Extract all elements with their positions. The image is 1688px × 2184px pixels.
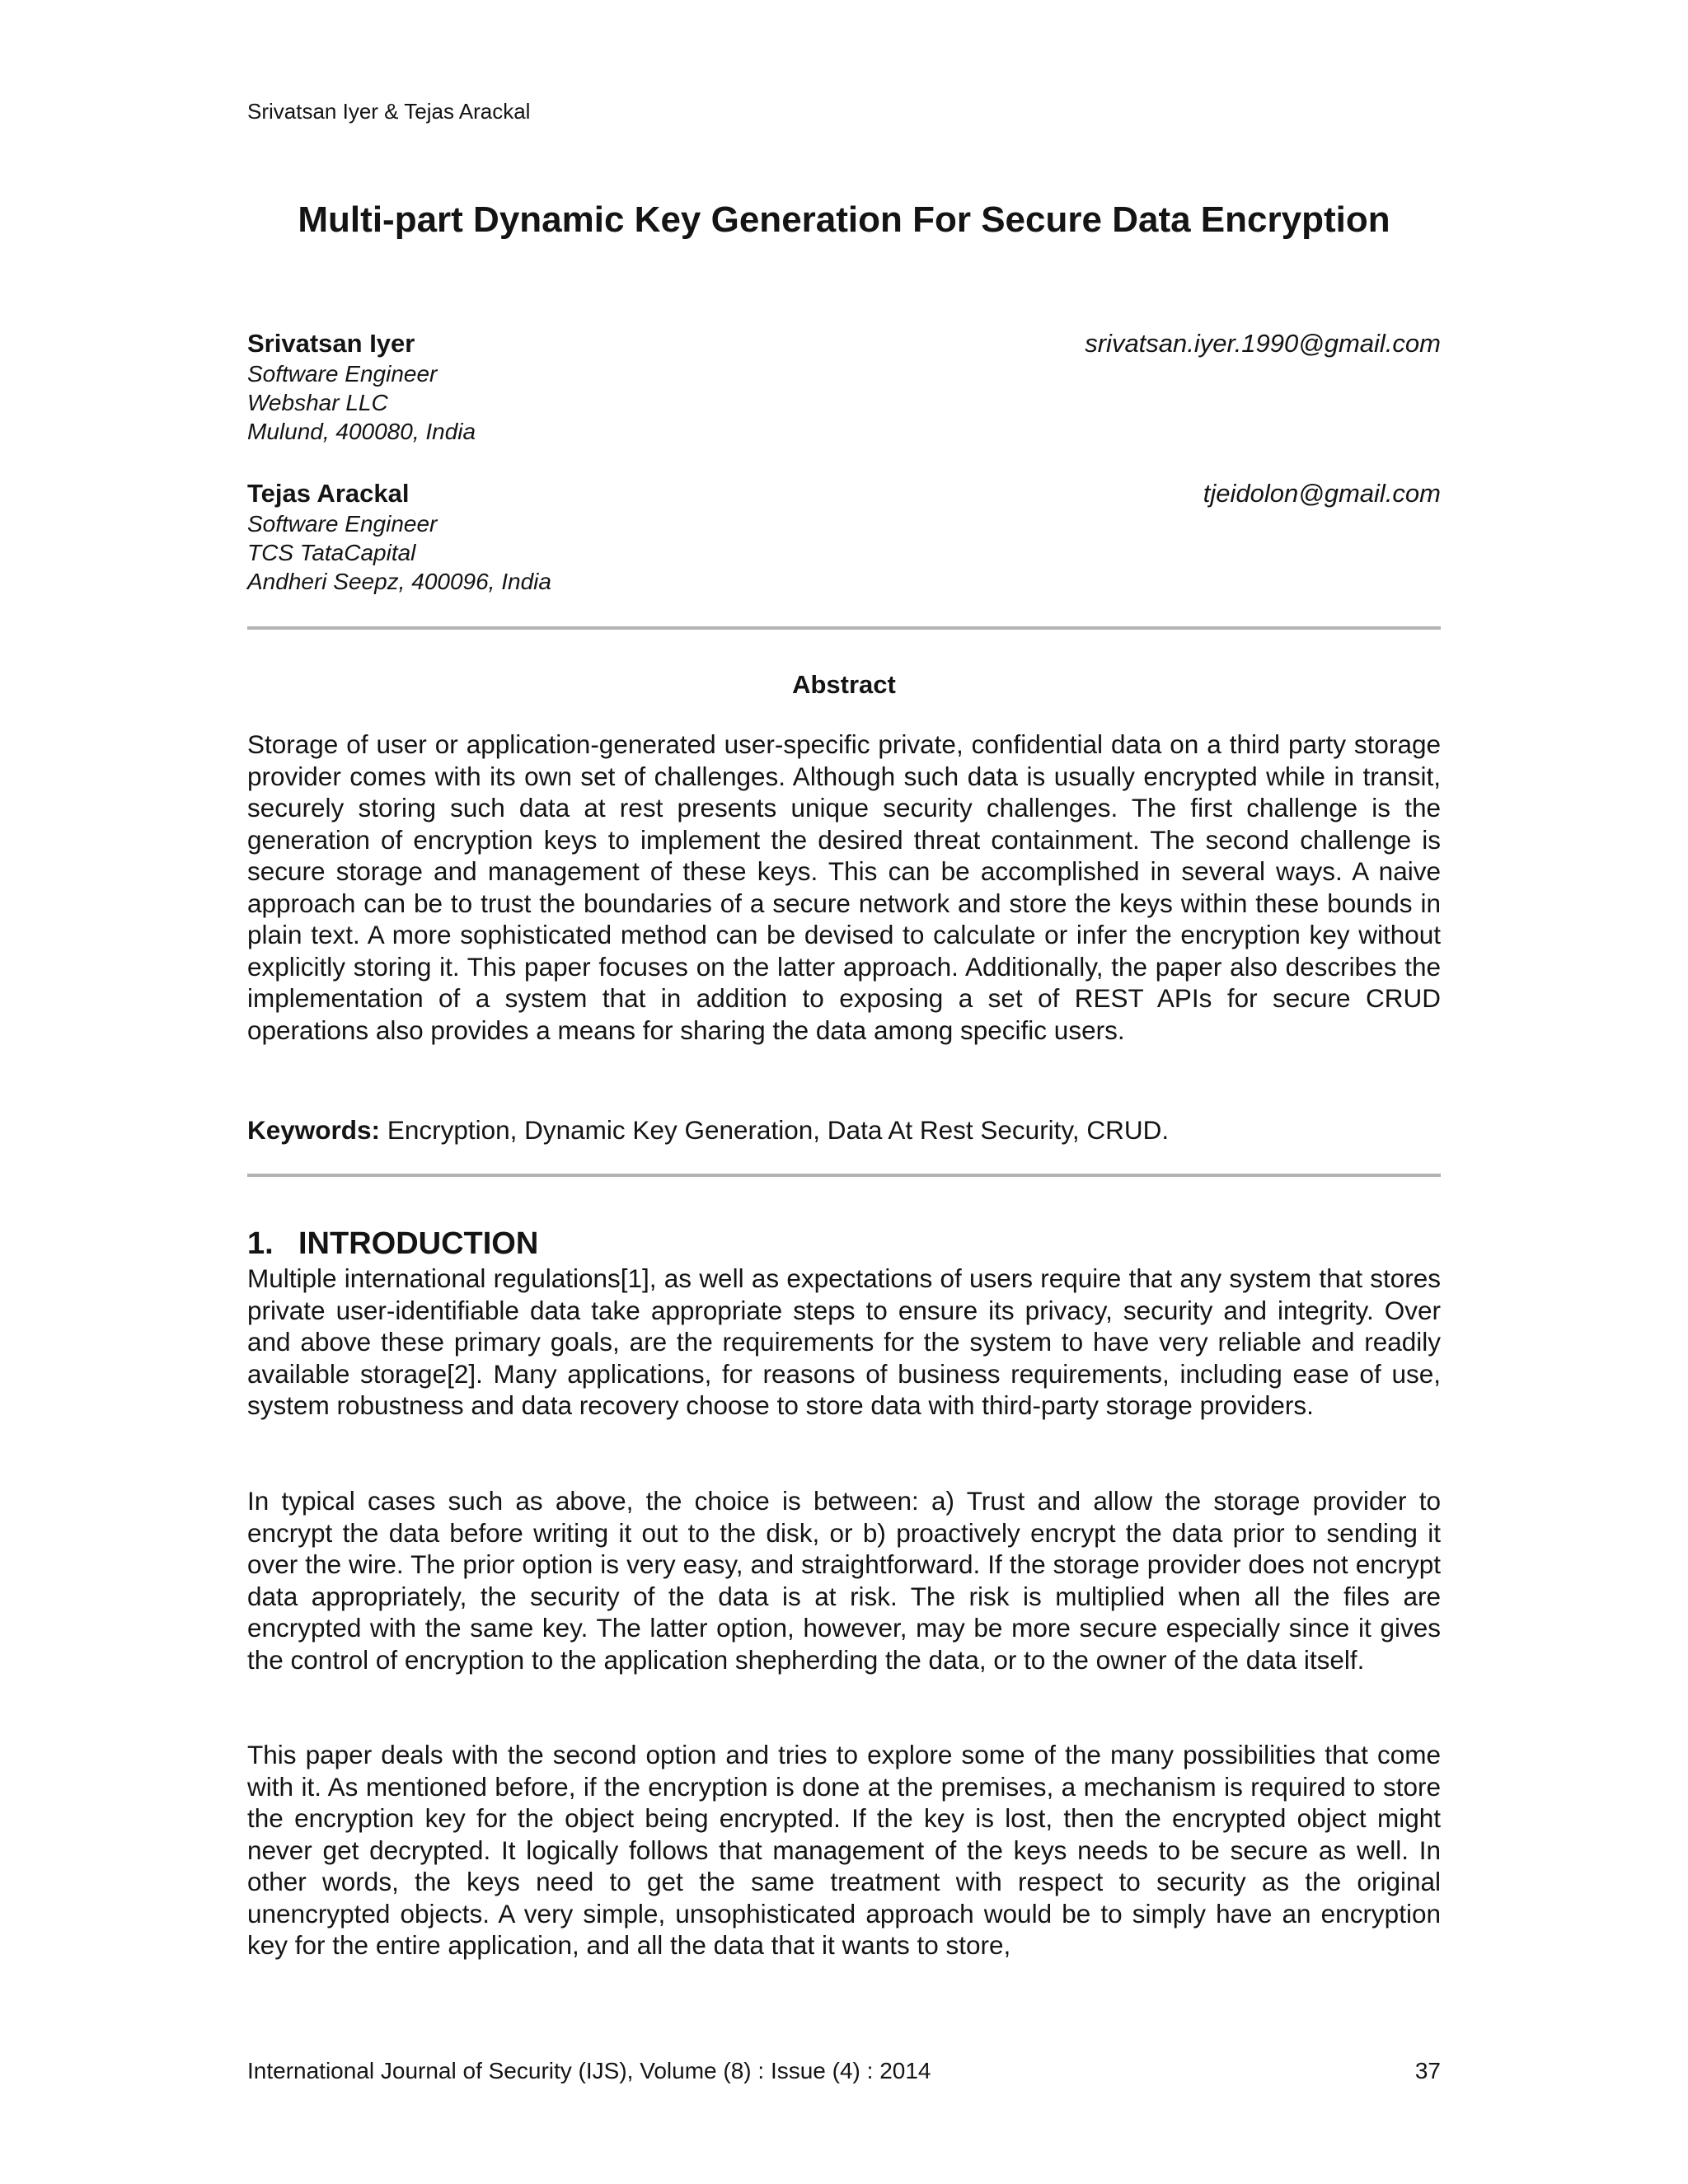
- author-block-1: [247, 328, 1441, 446]
- author-role: Software Engineer: [247, 361, 438, 387]
- author-location: Mulund, 400080, India: [247, 419, 476, 444]
- section-heading: [247, 1225, 538, 1263]
- section-number: 1.: [247, 1226, 274, 1261]
- paper-title: Multi-part Dynamic Key Generation For Secure Data Encryption: [298, 199, 1390, 240]
- paper-page: [247, 0, 1441, 2184]
- author-name: Srivatsan Iyer: [247, 329, 415, 358]
- footer-journal: International Journal of Security (IJS), Volume (8) : Issue (4) : 2014: [247, 2058, 931, 2083]
- running-head: Srivatsan Iyer & Tejas Arackal: [247, 99, 531, 124]
- intro-paragraph-1: Multiple international regulations[1], as well as expectations of users require that any system that stores private user-identifiable data take appropriate steps to ensure its privacy, security and integrity. Over and above these primary goals, are the requirements for the system to have very reliable and readily available storage[2]. Many applications, for reasons of business requirements, including ease of use, system robustness and data recovery choose to store data with third-party storage providers.: [247, 1263, 1441, 1420]
- divider-bottom: [247, 1174, 1441, 1177]
- divider-top: [247, 626, 1441, 630]
- keywords-text: Encryption, Dynamic Key Generation, Data At Rest Security, CRUD.: [387, 1115, 1170, 1145]
- author-email: tjeidolon@gmail.com: [1203, 479, 1441, 508]
- intro-paragraph-3: This paper deals with the second option and tries to explore some of the many possibilities that come with it. As mentioned before, if the encryption is done at the premises, a mechanism is required to store the encryption key for the object being encrypted. If the key is lost, then the encrypted object might never get decrypted. It logically follows that management of the keys needs to be secure as well. In other words, the keys need to get the same treatment with respect to security as the original unencrypted objects. A very simple, unsophisticated approach would be to simply have an encryption key for the entire application, and all the data that it wants to store,: [247, 1740, 1441, 1960]
- abstract-text: Storage of user or application-generated user-specific private, confidential data on a third party storage provider comes with its own set of challenges. Although such data is usually encrypted while in transit, securely storing such data at rest presents unique security challenges. The first challenge is the generation of encryption keys to implement the desired threat containment. The second challenge is secure storage and management of these keys. This can be accomplished in several ways. A naive approach can be to trust the boundaries of a secure network and store the keys within these bounds in plain text. A more sophisticated method can be devised to calculate or infer the encryption key without explicitly storing it. This paper focuses on the latter approach. Additionally, the paper also describes the implementation of a system that in addition to exposing a set of REST APIs for secure CRUD operations also provides a means for sharing the data among specific users.: [247, 729, 1441, 1045]
- author-organization: Webshar LLC: [247, 390, 388, 415]
- author-role: Software Engineer: [247, 511, 438, 537]
- author-email: srivatsan.iyer.1990@gmail.com: [1085, 329, 1441, 358]
- intro-paragraph-2: In typical cases such as above, the choice is between: a) Trust and allow the storage provider to encrypt the data before writing it out to the disk, or b) proactively encrypt the data prior to sending it over the wire. The prior option is very easy, and straightforward. If the storage provider does not encrypt data appropriately, the security of the data is at risk. The risk is multiplied when all the files are encrypted with the same key. The latter option, however, may be more secure especially since it gives the control of encryption to the application shepherding the data, or to the owner of the data itself.: [247, 1486, 1441, 1675]
- abstract-heading: Abstract: [792, 670, 896, 699]
- section-title: INTRODUCTION: [298, 1226, 539, 1261]
- author-name: Tejas Arackal: [247, 479, 410, 508]
- author-block-2: [247, 478, 1441, 596]
- page-number: 37: [1414, 2058, 1441, 2083]
- author-organization: TCS TataCapital: [247, 540, 416, 565]
- author-location: Andheri Seepz, 400096, India: [247, 569, 551, 594]
- keywords-label: Keywords:: [247, 1115, 381, 1145]
- keywords-line: [247, 1114, 1441, 1146]
